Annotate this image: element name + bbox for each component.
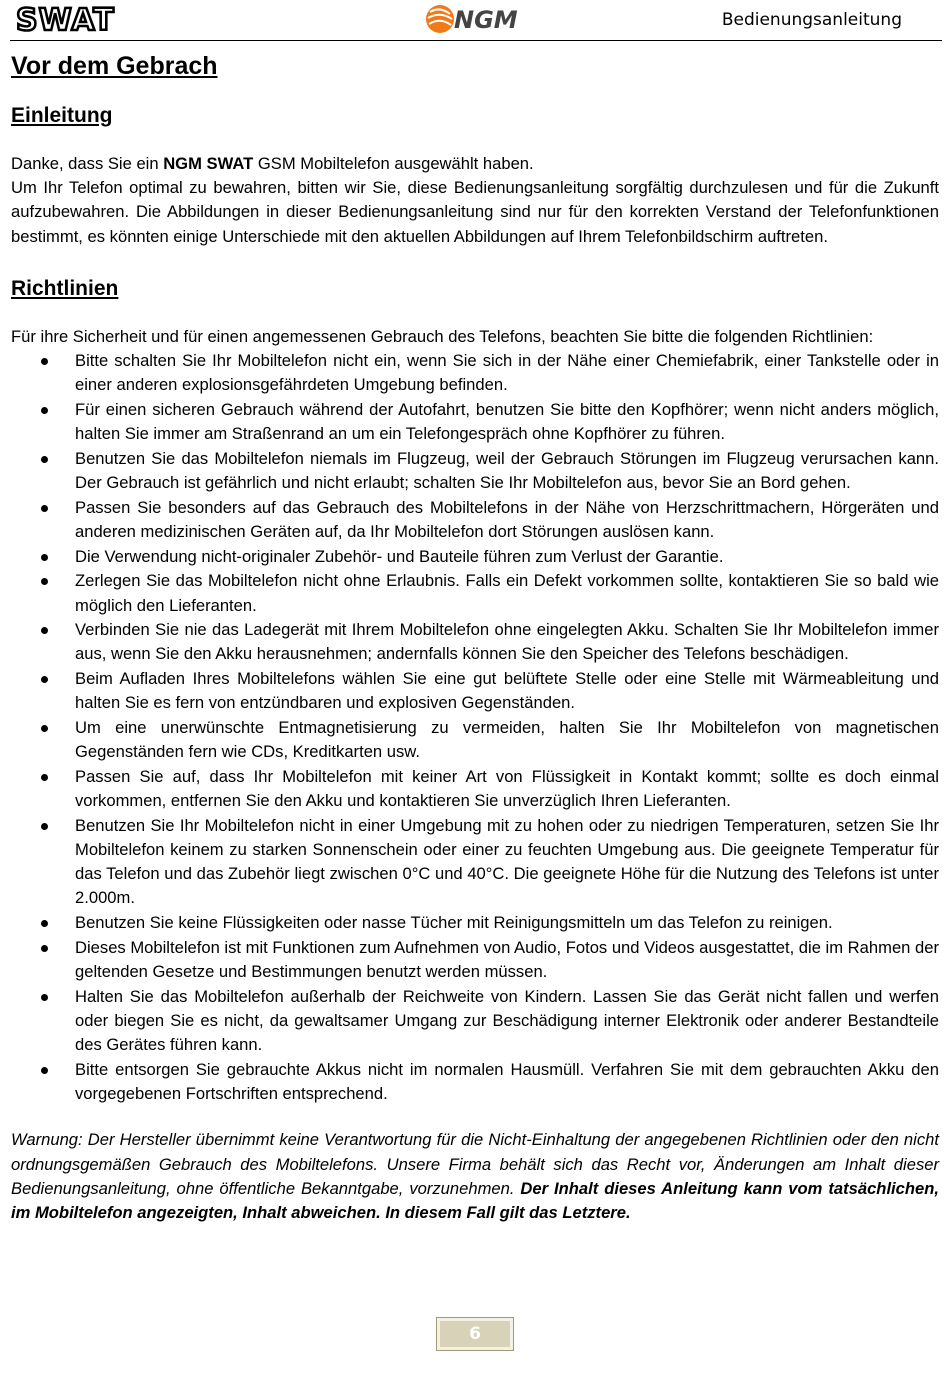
bullet-icon	[41, 1067, 48, 1074]
header-title: Bedienungsanleitung	[721, 10, 902, 30]
bullet-icon	[41, 505, 48, 512]
page-header	[10, 0, 942, 41]
list-item-text: Passen Sie auf, dass Ihr Mobiltelefon mit keiner Art von Flüssigkeit in Kontakt kommt; sollte es doch einmal vorkommen, entfernen Sie den Akku und kontaktieren Sie unverzüglich Ihren Lieferanten.	[75, 766, 939, 811]
bullet-icon	[41, 676, 48, 683]
intro-heading: Einleitung	[11, 104, 113, 127]
list-item-text: Benutzen Sie das Mobiltelefon niemals im Flugzeug, weil der Gebrauch Störungen im Flugzeug verursachen kann. Der Gebrauch ist gefährlich und nicht erlaubt; schalten Sie Ihr Mobiltelefon aus, bevor Sie an Bord gehen.	[75, 448, 939, 493]
intro-line: Danke, dass Sie ein NGM SWAT GSM Mobiltelefon ausgewählt haben.	[11, 154, 534, 173]
list-item	[11, 814, 939, 911]
guidelines-heading: Richtlinien	[11, 276, 119, 300]
bullet-icon	[41, 945, 48, 952]
bullet-icon	[41, 407, 48, 414]
bullet-icon	[41, 774, 48, 781]
list-item-text: Halten Sie das Mobiltelefon außerhalb der Reichweite von Kindern. Lassen Sie das Gerät nicht fallen und werfen oder biegen Sie es nicht, da gewaltsamer Umgang zur Beschädigung interner Elektronik oder anderer Bestandteile des Gerätes führen kann.	[75, 986, 939, 1055]
bullet-icon	[41, 358, 48, 365]
list-item	[11, 911, 939, 935]
list-item	[11, 447, 939, 495]
list-item	[11, 667, 939, 715]
list-item	[11, 936, 939, 984]
list-item	[11, 618, 939, 666]
list-item-text: Benutzen Sie Ihr Mobiltelefon nicht in einer Umgebung mit zu hohen oder zu niedrigen Temperaturen, setzen Sie Ihr Mobiltelefon keinem zu starken Sonnenschein oder einer zu feuchten Umgebung aus. Die geeignete Temperatur für das Telefon und das Zubehör liegt zwischen 0°C und 40°C. Die geeignete Höhe für die Nutzung des Telefons ist unter 2.000m.	[75, 815, 939, 908]
guidelines-lead: Für ihre Sicherheit und für einen angemessenen Gebrauch des Telefons, beachten Sie bitte die folgenden Richtlinien:	[11, 326, 874, 346]
bullet-icon	[41, 920, 48, 927]
section-title: Vor dem Gebrach	[11, 52, 218, 80]
list-item	[11, 765, 939, 813]
bullet-icon	[41, 456, 48, 463]
bullet-icon	[41, 627, 48, 634]
list-item	[11, 569, 939, 617]
list-item-text: Die Verwendung nicht-originaler Zubehör- und Bauteile führen zum Verlust der Garantie.	[75, 546, 724, 566]
list-item	[11, 545, 939, 569]
svg-text:SWAT: SWAT	[16, 4, 115, 34]
list-item	[11, 985, 939, 1058]
intro-paragraph: Um Ihr Telefon optimal zu bewahren, bitten wir Sie, diese Bedienungsanleitung sorgfältig durchzulesen und für die Zukunft aufzubewahren. Die Abbildungen in dieser Bedienungsanleitung sind nur für den korrekten Verstand der Telefonfunktionen bestimmt, es könnten einige Unterschiede mit den aktuellen Abbildungen auf Ihrem Telefonbildschirm auftreten.	[11, 178, 939, 246]
svg-text:NGM: NGM	[454, 6, 518, 34]
page-number: 6	[436, 1317, 514, 1351]
page-content	[11, 52, 939, 1225]
bullet-icon	[41, 994, 48, 1001]
list-item-text: Beim Aufladen Ihres Mobiltelefons wählen Sie eine gut belüftete Stelle oder eine Stelle mit Wärmeableitung und halten Sie es fern von entzündbaren und explosiven Gegenständen.	[75, 669, 939, 713]
bullet-icon	[41, 578, 48, 585]
list-item	[11, 716, 939, 764]
bullet-icon	[41, 823, 48, 830]
list-item-text: Bitte schalten Sie Ihr Mobiltelefon nicht ein, wenn Sie sich in der Nähe einer Chemiefabrik, einer Tankstelle oder in einer anderen explosionsgefährdeten Umgebung befinden.	[75, 351, 939, 395]
list-item-text: Verbinden Sie nie das Ladegerät mit Ihrem Mobiltelefon ohne eingelegten Akku. Schalten Sie Ihr Mobiltelefon immer aus, wenn Sie den Akku herausnehmen; andernfalls können Sie den Speicher des Telefons beschädigen.	[75, 620, 939, 664]
list-item-text: Für einen sicheren Gebrauch während der Autofahrt, benutzen Sie bitte den Kopfhörer; wenn nicht anders möglich, halten Sie immer am Straßenrand an um ein Telefongespräch ohne Kopfhörer zu führen.	[75, 399, 939, 444]
list-item	[11, 496, 939, 544]
list-item-text: Dieses Mobiltelefon ist mit Funktionen zum Aufnehmen von Audio, Fotos und Videos ausgestattet, die im Rahmen der geltenden Gesetze und Bestimmungen benutzt werden müssen.	[75, 937, 939, 982]
bullet-icon	[41, 725, 48, 732]
ngm-logo	[424, 2, 534, 41]
list-item	[11, 398, 939, 446]
list-item	[11, 349, 939, 397]
list-item	[11, 1058, 939, 1106]
warning-bold: Der Inhalt dieses Anleitung kann vom tatsächlichen, im Mobiltelefon angezeigten, Inhalt abweichen. In diesem Fall gilt das Letztere.	[11, 1178, 940, 1222]
list-item-text: Bitte entsorgen Sie gebrauchte Akkus nicht im normalen Hausmüll. Verfahren Sie mit dem gebrauchten Akku den vorgegebenen Fortschriften entsprechend.	[75, 1059, 939, 1104]
list-item-text: Um eine unerwünschte Entmagnetisierung zu vermeiden, halten Sie Ihr Mobiltelefon von magnetischen Gegenständen fern wie CDs, Kreditkarten usw.	[75, 718, 939, 762]
list-item-text: Zerlegen Sie das Mobiltelefon nicht ohne Erlaubnis. Falls ein Defekt vorkommen sollte, kontaktieren Sie so bald wie möglich den Lieferanten.	[75, 571, 939, 615]
warning-paragraph: Warnung: Der Hersteller übernimmt keine Verantwortung für die Nicht-Einhaltung der angegebenen Richtlinien oder den nicht ordnungsgemäßen Gebrauch des Mobiltelefons. Unsere Firma behält sich das Recht vor, Änderungen am Inhalt dieser Bedienungsanleitung, ohne öffentliche Bekanntgabe, vorzunehmen. Der Inhalt dieses Anleitung kann vom tatsächlichen, im Mobiltelefon angezeigten, Inhalt abweichen. In diesem Fall gilt das Letztere.	[11, 1130, 940, 1222]
guidelines-list	[11, 349, 939, 1106]
bullet-icon	[41, 554, 48, 561]
list-item-text: Passen Sie besonders auf das Gebrauch des Mobiltelefons in der Nähe von Herzschrittmachern, Hörgeräten und anderen medizinischen Geräten auf, da Ihr Mobiltelefon dort Störungen auslösen kann.	[75, 497, 939, 541]
swat-logo	[16, 4, 120, 39]
product-name: NGM SWAT	[163, 154, 254, 173]
list-item-text: Benutzen Sie keine Flüssigkeiten oder nasse Tücher mit Reinigungsmitteln um das Telefon zu reinigen.	[75, 913, 833, 933]
